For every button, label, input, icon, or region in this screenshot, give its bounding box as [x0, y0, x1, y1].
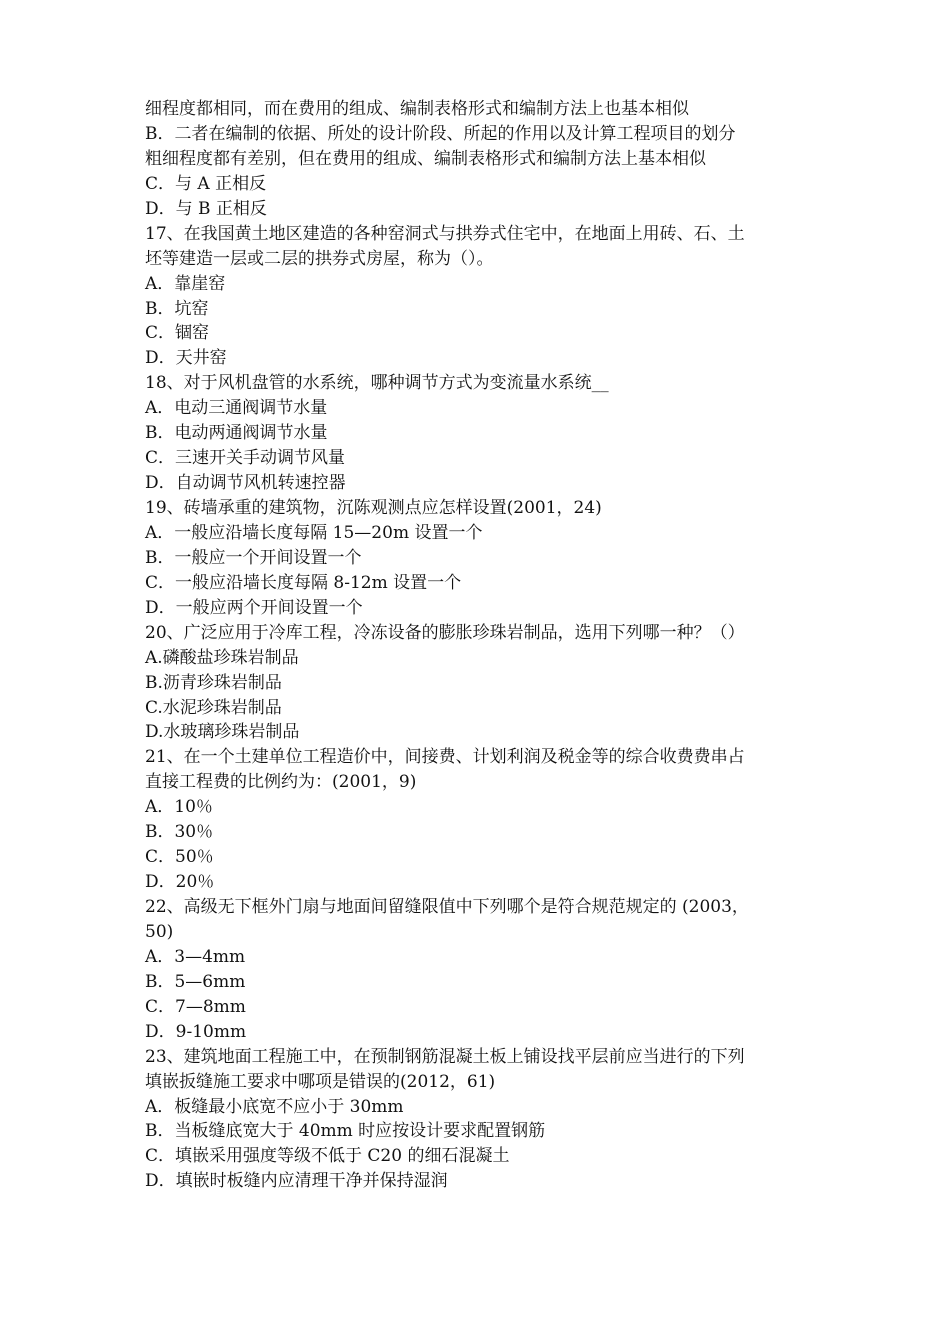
- text-line: D．与 B 正相反: [145, 198, 267, 219]
- option-line: B．30％: [145, 822, 214, 843]
- question-line: 17、在我国黄土地区建造的各种窑洞式与拱券式住宅中，在地面上用砖、石、土: [145, 223, 745, 244]
- option-line: D．20％: [145, 872, 215, 893]
- question-line: 填嵌扳缝施工要求中哪项是错误的(2012，61): [145, 1071, 496, 1092]
- question-line: 19、砖墙承重的建筑物，沉陈观测点应怎样设置(2001，24): [145, 498, 602, 518]
- option-line: B．坑窑: [145, 298, 209, 319]
- text-line: 粗细程度都有差别，但在费用的组成、编制表格形式和编制方法上基本相似: [145, 148, 706, 169]
- option-line: B．电动两通阀调节水量: [145, 423, 328, 444]
- option-line: D．一般应两个开间设置一个: [145, 597, 363, 618]
- option-line: A．板缝最小底宽不应小于 30mm: [145, 1096, 404, 1117]
- text-line: C．与 A 正相反: [145, 173, 267, 194]
- option-line: B.沥青珍珠岩制品: [145, 672, 282, 693]
- text-line: B．二者在编制的依据、所处的设计阶段、所起的作用以及计算工程项目的划分: [145, 123, 736, 144]
- option-line: D．9-10mm: [145, 1021, 247, 1042]
- option-line: A.磷酸盐珍珠岩制品: [145, 647, 299, 668]
- option-line: C．锢窑: [145, 323, 210, 344]
- option-line: A．3—4mm: [145, 946, 246, 967]
- question-line: 20、广泛应用于冷库工程，冷冻设备的膨胀珍珠岩制品，选用下列哪一种？（）: [145, 622, 745, 643]
- option-line: C．7—8mm: [145, 996, 246, 1017]
- option-line: D．天井窑: [145, 348, 227, 369]
- option-line: A．10％: [145, 797, 213, 818]
- option-line: D.水玻璃珍珠岩制品: [145, 722, 300, 743]
- option-line: C．一般应沿墙长度每隔 8-12m 设置一个: [145, 572, 462, 593]
- question-line: 直接工程费的比例约为：(2001，9): [145, 772, 417, 793]
- option-line: D．自动调节风机转速控器: [145, 473, 346, 494]
- question-line: 21、在一个土建单位工程造价中，间接费、计划利润及税金等的综合收费费串占: [145, 747, 745, 768]
- question-line: 50): [145, 921, 174, 942]
- option-line: B．当板缝底宽大于 40mm 时应按设计要求配置钢筋: [145, 1121, 546, 1142]
- option-line: D．填嵌时板缝内应清理干净并保持湿润: [145, 1171, 448, 1192]
- question-line: 22、高级无下框外门扇与地面间留缝限值中下列哪个是符合规范规定的 (2003，: [145, 897, 749, 917]
- option-line: C．三速开关手动调节风量: [145, 448, 346, 469]
- option-line: B．5—6mm: [145, 971, 246, 992]
- question-line: 23、建筑地面工程施工中，在预制钢筋混凝土板上铺设找平层前应当进行的下列: [145, 1046, 745, 1067]
- option-line: A．一般应沿墙长度每隔 15—20m 设置一个: [145, 522, 483, 543]
- document-text: [145, 97, 825, 1194]
- question-line: 坯等建造一层或二层的拱券式房屋，称为（）。: [145, 248, 494, 269]
- option-line: A．电动三通阀调节水量: [145, 398, 328, 419]
- option-line: B．一般应一个开间设置一个: [145, 547, 362, 568]
- question-line: 18、对于风机盘管的水系统，哪种调节方式为变流量水系统__: [145, 373, 609, 394]
- text-line: 细程度都相同，而在费用的组成、编制表格形式和编制方法上也基本相似: [145, 99, 689, 119]
- option-line: C.水泥珍珠岩制品: [145, 697, 282, 718]
- option-line: A．靠崖窑: [145, 273, 226, 294]
- option-line: C．50％: [145, 847, 214, 868]
- option-line: C．填嵌采用强度等级不低于 C20 的细石混凝土: [145, 1146, 510, 1167]
